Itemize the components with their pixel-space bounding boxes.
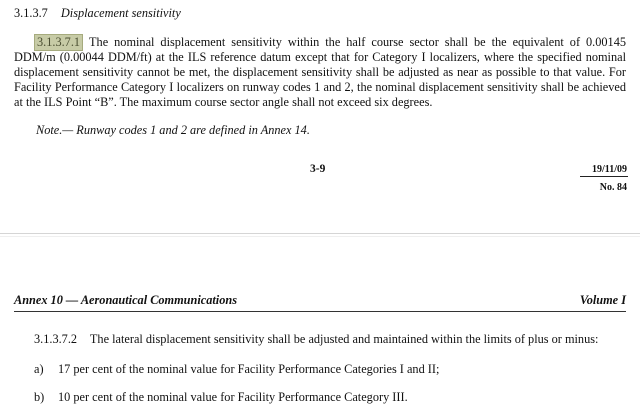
- list-item: [34, 390, 408, 405]
- paragraph-3-1-3-7-2: [34, 332, 626, 347]
- amendment-number: No. 84: [599, 182, 627, 193]
- paragraph-text: The nominal displacement sensitivity within the half course sector shall be the equivalent of 0.00145 DDM/m (0.00044 DDM/ft) at the ILS reference datum except that for Category I localizers, where the specified nominal displacement sensitivity cannot be met, the displacement sensitivity shall be adjusted as near as possible to that value. For Facility Performance Category I localizers on runway codes 1 and 2, the nominal displacement sensitivity shall be achieved at the ILS Point “B”. The maximum course sector angle shall not exceed six degrees.: [14, 35, 626, 109]
- section-title: Displacement sensitivity: [60, 6, 181, 20]
- section-heading: [14, 6, 614, 21]
- list-item-letter: b): [34, 390, 45, 404]
- note: Note.— Runway codes 1 and 2 are defined in Annex 14.: [36, 123, 310, 137]
- page-number: 3-9: [310, 163, 326, 175]
- page-break-shadow: [0, 236, 640, 237]
- amendment-date: 19/11/09: [591, 164, 627, 175]
- list-item-text: 10 per cent of the nominal value for Facility Performance Category III.: [58, 390, 408, 404]
- paragraph-3-1-3-7-1: [14, 35, 626, 110]
- paragraph-text: The lateral displacement sensitivity shall be adjusted and maintained within the limits of plus or minus:: [89, 332, 599, 346]
- paragraph-number-highlight: 3.1.3.7.1: [34, 34, 83, 51]
- list-item: [34, 362, 439, 377]
- list-item-text: 17 per cent of the nominal value for Facility Performance Categories I and II;: [58, 362, 440, 376]
- page-break-line: [0, 233, 640, 234]
- paragraph-number: 3.1.3.7.2: [34, 332, 78, 346]
- section-number: 3.1.3.7: [14, 6, 48, 20]
- footer-divider: [580, 176, 628, 177]
- running-header-title: Annex 10 — Aeronautical Communications: [14, 293, 237, 307]
- list-item-letter: a): [34, 362, 44, 376]
- running-header-volume: Volume I: [579, 293, 626, 307]
- header-divider: [14, 311, 626, 312]
